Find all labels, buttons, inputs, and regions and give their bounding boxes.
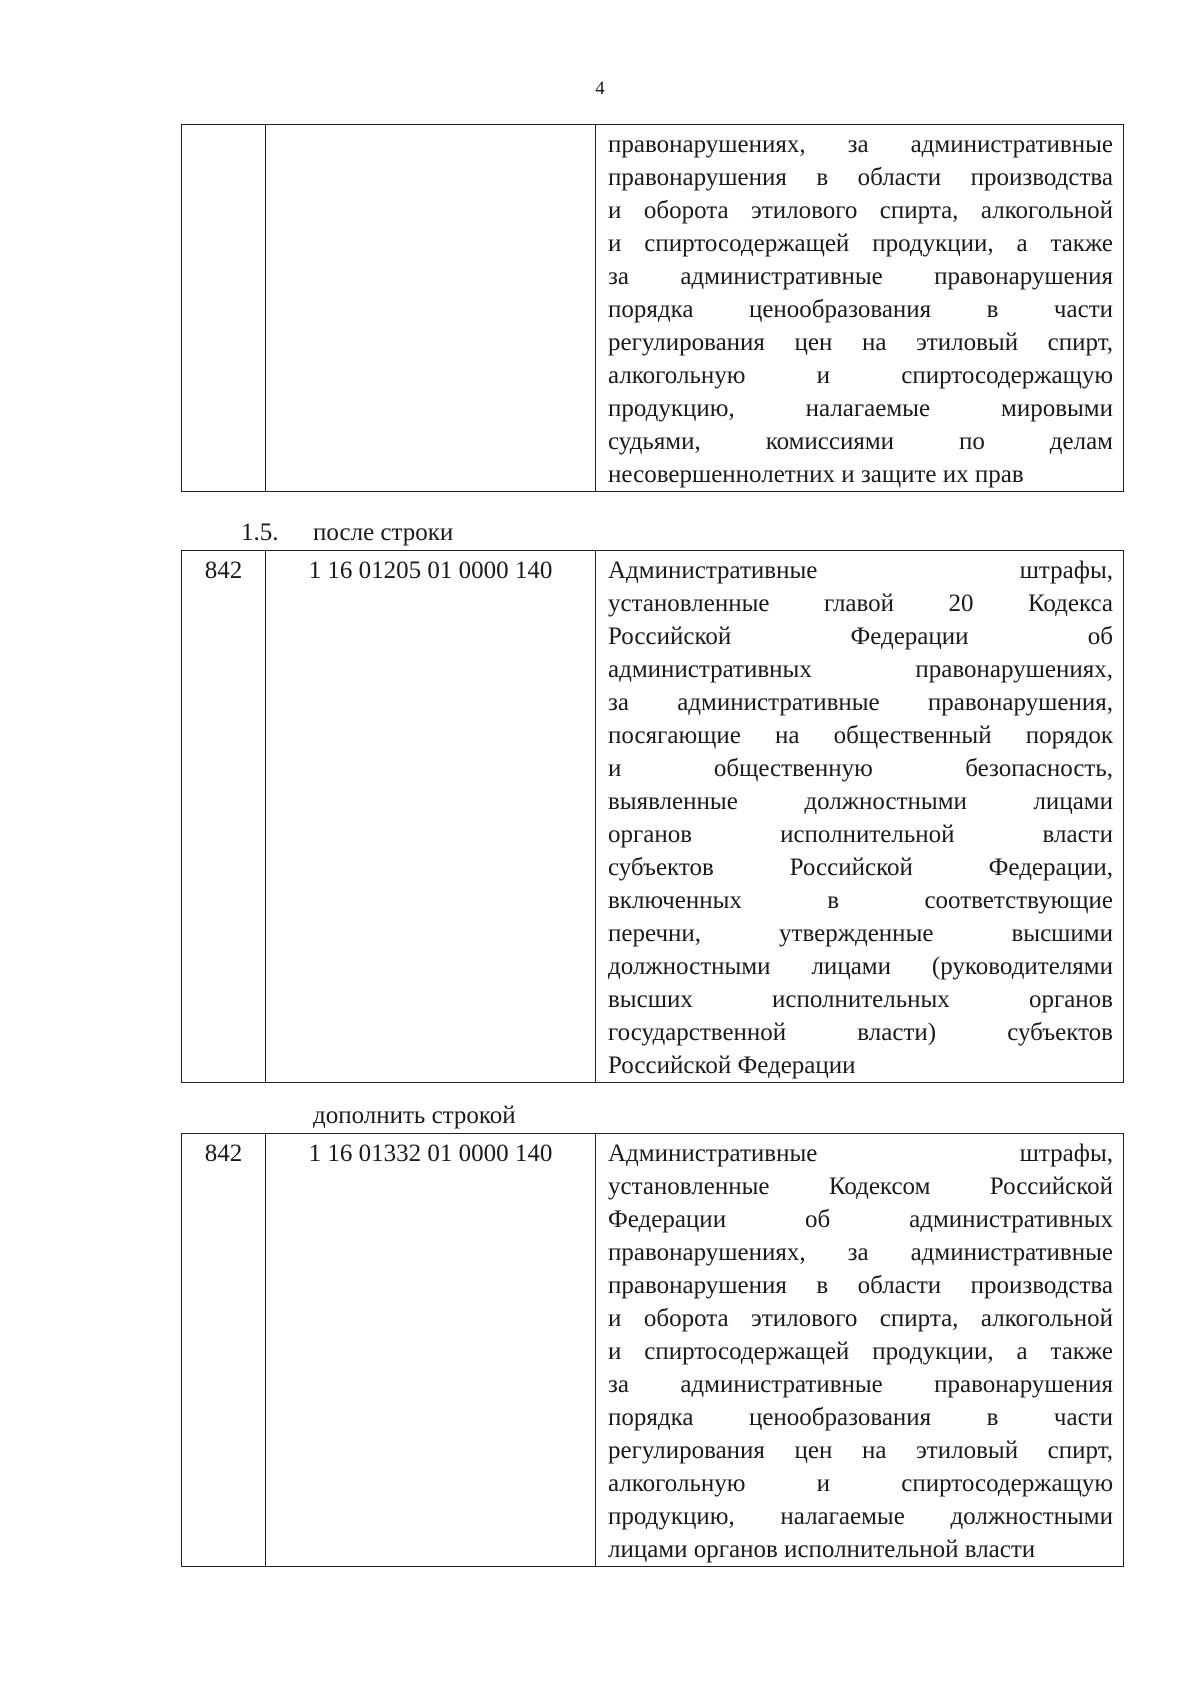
- section-text: после строки: [313, 519, 454, 546]
- description-line: за административные правонарушения: [608, 1371, 1113, 1398]
- description-line: регулирования цен на этиловый спирт,: [608, 1437, 1113, 1464]
- kbk-code-cell: [266, 125, 596, 492]
- description-line: судьями, комиссиями по делам: [608, 428, 1113, 455]
- description-line: включенных в соответствующие: [608, 887, 1113, 914]
- kbk-code-cell: 1 16 01332 01 0000 140: [266, 1134, 596, 1567]
- admin-code-cell: 842: [182, 1134, 266, 1567]
- description-cell: [596, 1134, 1124, 1567]
- description-line: и оборота этилового спирта, алкогольной: [608, 1305, 1113, 1332]
- description-line: порядка ценообразования в части: [608, 296, 1113, 323]
- description-line: продукцию, налагаемые мировыми: [608, 395, 1113, 422]
- description-line: алкогольную и спиртосодержащую: [608, 1470, 1113, 1497]
- description-line: за административные правонарушения: [608, 263, 1113, 290]
- description-line: правонарушения в области производства: [608, 1272, 1113, 1299]
- admin-code-cell: [182, 125, 266, 492]
- description-line: установленные главой 20 Кодекса: [608, 590, 1113, 617]
- description-line: административных правонарушениях,: [608, 656, 1113, 683]
- description-line: правонарушения в области производства: [608, 164, 1113, 191]
- revenue-table-existing-row: [181, 550, 1124, 1083]
- description-line: Российской Федерации об: [608, 623, 1113, 650]
- description-line: несовершеннолетних и защите их прав: [608, 461, 1024, 488]
- description-line: правонарушениях, за административные: [608, 1239, 1113, 1266]
- table-row: [182, 125, 1124, 492]
- admin-code-cell: 842: [182, 551, 266, 1083]
- instruction-1-5: [241, 516, 453, 549]
- instruction-add-row: дополнить строкой: [313, 1102, 516, 1129]
- description-line: должностными лицами (руководителями: [608, 953, 1113, 980]
- description-line: посягающие на общественный порядок: [608, 722, 1113, 749]
- description-line: субъектов Российской Федерации,: [608, 854, 1113, 881]
- description-line: государственной власти) субъектов: [608, 1019, 1113, 1046]
- description-line: алкогольную и спиртосодержащую: [608, 362, 1113, 389]
- description-line: и спиртосодержащей продукции, а также: [608, 230, 1113, 257]
- kbk-code-cell: 1 16 01205 01 0000 140: [266, 551, 596, 1083]
- page-number: 4: [595, 78, 605, 99]
- description-line: и общественную безопасность,: [608, 755, 1113, 782]
- description-line: продукцию, налагаемые должностными: [608, 1503, 1113, 1530]
- description-line: установленные Кодексом Российской: [608, 1173, 1113, 1200]
- table-row: [182, 1134, 1124, 1567]
- description-line: Административные штрафы,: [608, 1140, 1113, 1167]
- description-line: за административные правонарушения,: [608, 689, 1113, 716]
- description-line: Российской Федерации: [608, 1052, 856, 1079]
- description-line: и спиртосодержащей продукции, а также: [608, 1338, 1113, 1365]
- description-line: Административные штрафы,: [608, 557, 1113, 584]
- revenue-table-continuation: [181, 124, 1124, 492]
- description-line: лицами органов исполнительной власти: [608, 1536, 1036, 1563]
- description-line: высших исполнительных органов: [608, 986, 1113, 1013]
- description-line: Федерации об административных: [608, 1206, 1113, 1233]
- description-cell: [596, 551, 1124, 1083]
- revenue-table-new-row: [181, 1133, 1124, 1567]
- description-cell: [596, 125, 1124, 492]
- description-line: органов исполнительной власти: [608, 821, 1113, 848]
- table-row: [182, 551, 1124, 1083]
- description-line: выявленные должностными лицами: [608, 788, 1113, 815]
- description-line: порядка ценообразования в части: [608, 1404, 1113, 1431]
- description-line: перечни, утвержденные высшими: [608, 920, 1113, 947]
- description-line: правонарушениях, за административные: [608, 131, 1113, 158]
- description-line: регулирования цен на этиловый спирт,: [608, 329, 1113, 356]
- description-line: и оборота этилового спирта, алкогольной: [608, 197, 1113, 224]
- section-number: 1.5.: [241, 519, 279, 546]
